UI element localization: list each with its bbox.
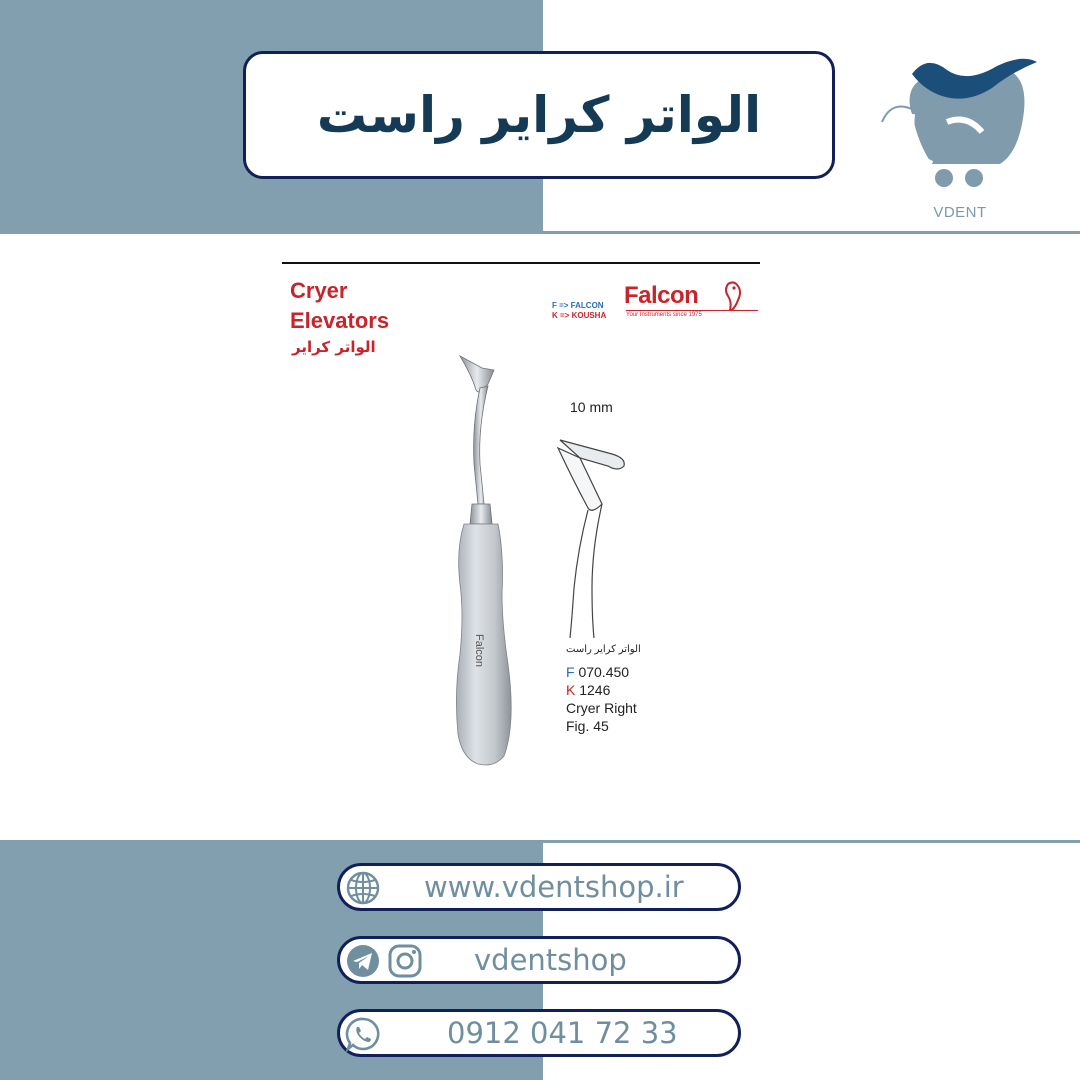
website-url: www.vdentshop.ir bbox=[424, 870, 684, 904]
logo-caption: VDENT bbox=[933, 204, 987, 221]
handle-engraving: Falcon bbox=[473, 634, 485, 668]
spec-falcon-code-row bbox=[566, 663, 641, 681]
instagram-icon bbox=[387, 943, 423, 979]
spec-f-code: 070.450 bbox=[578, 664, 630, 680]
catalog-title-line2: Elevators bbox=[290, 308, 390, 333]
phone-link[interactable] bbox=[337, 1009, 741, 1057]
whatsapp-icon bbox=[345, 1016, 381, 1052]
catalog-title-fa: الواتر کرایر bbox=[292, 338, 376, 356]
brand-underline bbox=[626, 310, 758, 311]
header-divider bbox=[543, 231, 1080, 234]
tip-detail-drawing bbox=[552, 428, 642, 640]
spec-block bbox=[566, 641, 641, 735]
footer-divider bbox=[543, 840, 1080, 843]
website-link[interactable] bbox=[337, 863, 741, 911]
spec-k-code: 1246 bbox=[579, 682, 611, 698]
cryer-elevator-image bbox=[450, 354, 530, 766]
phone-number: 0912 041 72 33 bbox=[447, 1016, 678, 1050]
spec-name-en: Cryer Right bbox=[566, 700, 637, 716]
telegram-icon bbox=[345, 943, 381, 979]
spec-f-prefix: F bbox=[566, 664, 575, 680]
social-handle: vdentshop bbox=[474, 943, 627, 977]
page-title: الواتر کرایر راست bbox=[316, 86, 762, 144]
brand-tagline: Your Instruments since 1975 bbox=[626, 312, 702, 318]
spec-name-fa: الواتر کرایر راست bbox=[566, 644, 641, 655]
globe-icon bbox=[345, 870, 381, 906]
spec-kousha-code-row bbox=[566, 681, 641, 699]
catalog-top-rule bbox=[282, 262, 760, 264]
brand-legend bbox=[552, 301, 606, 321]
vdent-logo-icon bbox=[872, 44, 1042, 224]
spec-figure: Fig. 45 bbox=[566, 718, 609, 734]
tip-size-label: 10 mm bbox=[570, 399, 613, 415]
spec-k-prefix: K bbox=[566, 682, 576, 698]
title-box bbox=[243, 51, 835, 179]
legend-falcon: F => FALCON bbox=[552, 301, 604, 310]
catalog-title-line1: Cryer bbox=[290, 278, 348, 303]
falcon-brand: Falcon bbox=[624, 282, 699, 309]
social-link[interactable] bbox=[337, 936, 741, 984]
legend-kousha: K => KOUSHA bbox=[552, 311, 607, 320]
falcon-bird-icon bbox=[720, 280, 746, 312]
